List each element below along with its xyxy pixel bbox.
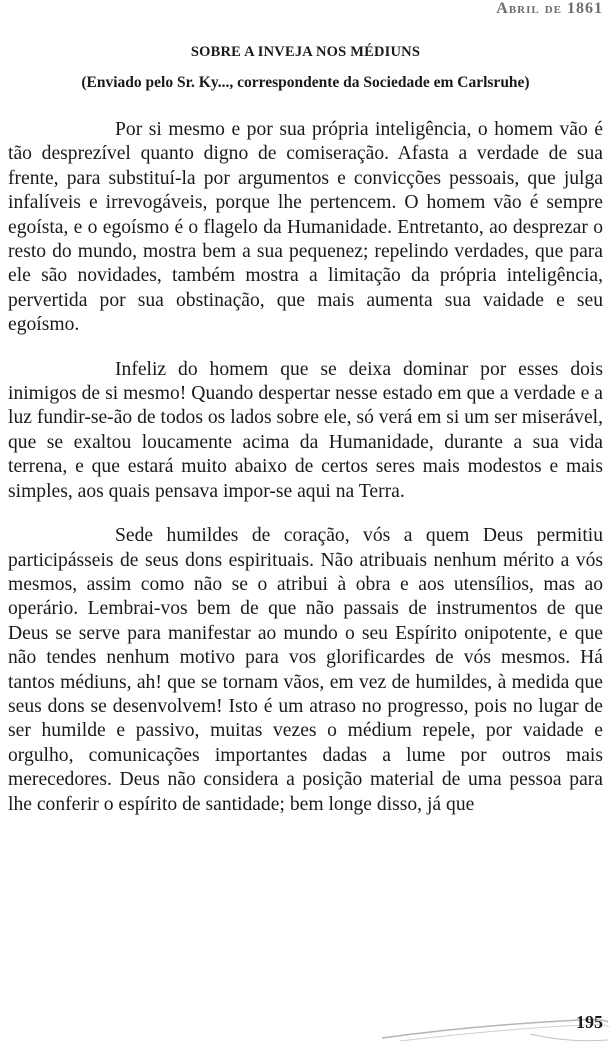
article-subtitle: (Enviado pelo Sr. Ky..., correspondente da Sociedade em Carlsruhe) xyxy=(81,74,530,91)
paragraph-1: Por si mesmo e por sua própria inteligência, o homem vão é tão desprezível quanto digno de comiseração. Afasta a verdade de sua frente, para substituí-la por argumentos e convicções pessoais, que julga infalíveis e irrevogáveis, porque lhe pertencem. O homem vão é sempre egoísta, e o egoísmo é o flagelo da Humanidade. Entretanto, ao desprezar o resto do mundo, mostra bem a sua pequenez; repelindo verdades, que para ele são novidades, também mostra a limitação da própria inteligência, pervertida por sua obstinação, que mais aumenta sua vaidade e seu egoísmo. xyxy=(8,119,603,336)
running-head: Abril de 1861 xyxy=(496,0,603,17)
paragraph-2: Infeliz do homem que se deixa dominar por esses dois inimigos de si mesmo! Quando despertar nesse estado em que a verdade e a luz fundir-se-ão de todos os lados sobre ele, só verá em si um ser miserável, que se exaltou loucamente acima da Humanidade, durante a sua vida terrena, e que estará muito abaixo de certos seres mais modestos e mais simples, aos quais pensava impor-se aqui na Terra. xyxy=(8,358,603,502)
article-title: SOBRE A INVEJA NOS MÉDIUNS xyxy=(190,44,421,60)
paragraph-3: Sede humildes de coração, vós a quem Deus permitiu participásseis de seus dons espirituais. Não atribuais nenhum mérito a vós mesmos, assim como não se o atribui à obra e aos utensílios, mas ao operário. Lembrai-vos bem de que não passais de instrumentos de que Deus se serve para manifestar ao mundo o seu Espírito onipotente, e que não tendes nenhum motivo para vos glorificardes de vós mesmos. Há tantos médiuns, ah! que se tornam vãos, em vez de humildes, à medida que seus dons se desenvolvem! Isto é um atraso no progresso, pois no lugar de ser humilde e passivo, muitas vezes o médium repele, por vaidade e orgulho, comunicações importantes dadas a lume por outros mais merecedores. Deus não considera a posição material de uma pessoa para lhe conferir o espírito de santidade; bem longe disso, já que xyxy=(8,525,603,815)
page-number: 195 xyxy=(576,1012,603,1032)
article-body xyxy=(8,118,603,817)
